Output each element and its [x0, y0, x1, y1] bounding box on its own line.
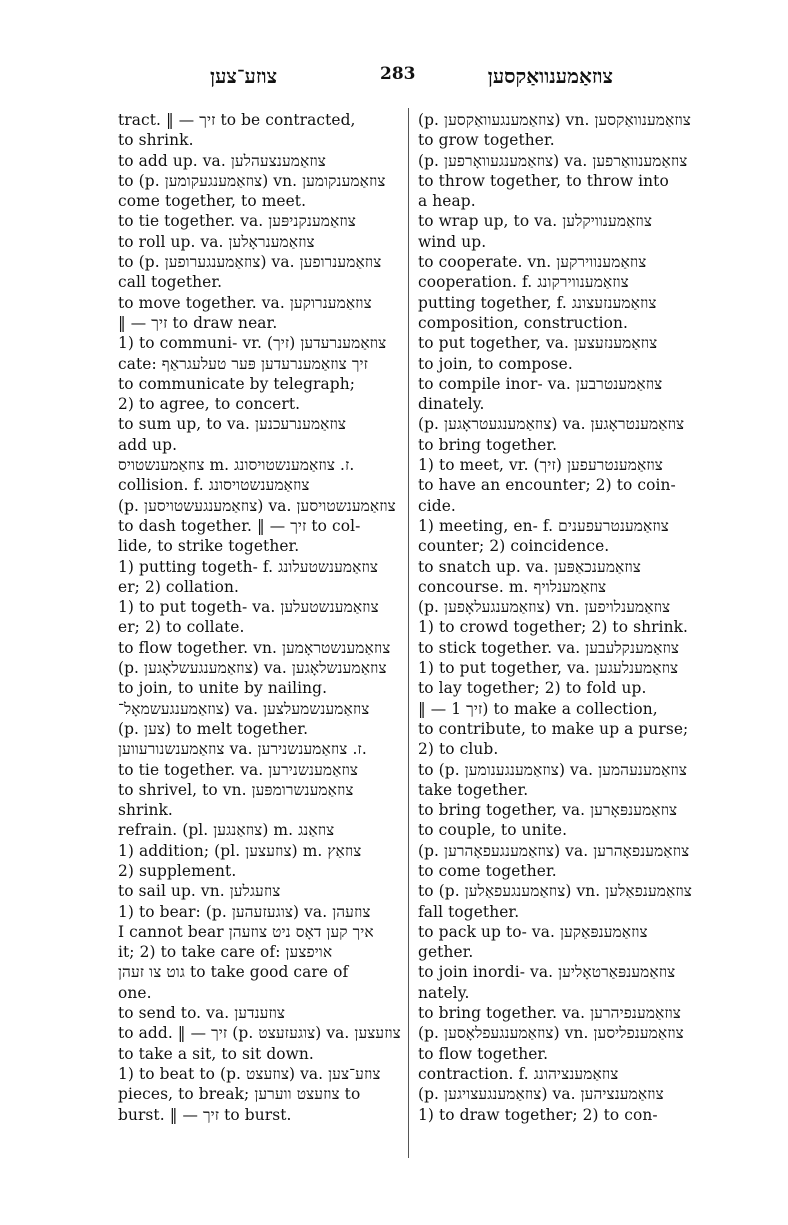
- dictionary-line: dinately.: [418, 395, 485, 414]
- dictionary-line: to (p. צוזאַמענגעקומען) vn. צוזאַמענקומען: [118, 171, 386, 190]
- dictionary-line: to bring together, va. צוזאַמענפּאָרען: [418, 801, 678, 820]
- dictionary-line: collision. f. צוזאַמענשטויסונג: [118, 476, 310, 495]
- page-number: 283: [380, 64, 416, 84]
- dictionary-line: 1) meeting, en- f. צוזאַמענטרעפענים: [418, 516, 669, 535]
- dictionary-line: (p. צוזאַמענגעצויגען) va. צוזאַמענציהען: [418, 1085, 664, 1104]
- dictionary-line: cooperation. f. צוזאַמענווירקונג: [418, 273, 629, 292]
- dictionary-line: shrink.: [118, 801, 173, 820]
- dictionary-line: to dash together. ‖ — זיך to col-: [118, 516, 361, 535]
- dictionary-line: burst. ‖ — זיך to burst.: [118, 1105, 292, 1124]
- dictionary-line: to stick together. va. צוזאַמענקלעבען: [418, 638, 680, 657]
- dictionary-line: ‖ — זיך to draw near.: [118, 313, 278, 332]
- dictionary-line: 2) supplement.: [118, 861, 237, 880]
- dictionary-line: to shrink.: [118, 131, 194, 150]
- dictionary-line: (p. צען) to melt together.: [118, 719, 309, 738]
- dictionary-line: to contribute, to make up a purse;: [418, 719, 689, 738]
- dictionary-line: 1) to draw together; 2) to con-: [418, 1105, 658, 1124]
- dictionary-line: to flow together.: [418, 1044, 549, 1063]
- dictionary-line: 1) to crowd together; 2) to shrink.: [418, 618, 688, 637]
- dictionary-line: to sum up, to va. צוזאַמענרעכנען: [118, 415, 347, 434]
- dictionary-line: to join, to unite by nailing.: [118, 679, 328, 698]
- dictionary-line: to add. ‖ — זיך (p. צוגעזעצט) va. צוזעצען: [118, 1024, 401, 1043]
- dictionary-line: 1) to communi- vr. (זיך) צוזאַמענרעדען: [118, 334, 387, 353]
- dictionary-line: to put together, va. צוזאַמענזעצען: [418, 334, 658, 353]
- dictionary-line: to (p. צוזאַמענגערופען) va. צוזאַמענרופען: [118, 253, 382, 272]
- dictionary-line: 1) to beat to (p. צוזעצט) va. צוזע־צען: [118, 1064, 381, 1083]
- dictionary-line: 1) addition; (pl. צוזעצען) m. צוזאַץ: [118, 841, 362, 860]
- dictionary-line: to sail up. vn. צוזעגלען: [118, 882, 281, 901]
- dictionary-line: nately.: [418, 983, 470, 1002]
- dictionary-line: to send to. va. צוזענדען: [118, 1004, 286, 1023]
- dictionary-line: to throw together, to throw into: [418, 171, 669, 190]
- dictionary-line: (p. צוזאַמענגעשטויסען) va. צוזאַמענשטויסען: [118, 496, 396, 515]
- dictionary-line: putting together, f. צוזאַמענזעצונג: [418, 293, 657, 312]
- dictionary-line: to have an encounter; 2) to coin-: [418, 476, 676, 495]
- dictionary-line: (p. צוזאַמענגעפאָהרען) va. צוזאַמענפאָהרען: [418, 841, 690, 860]
- dictionary-line: to pack up to- va. צוזאַמענפּאַקען: [418, 922, 648, 941]
- dictionary-line: to join inordi- va. צוזאַמענפּאַרטאָליען: [418, 963, 676, 982]
- dictionary-line: to communicate by telegraph;: [118, 374, 356, 393]
- dictionary-line: 2) to agree, to concert.: [118, 395, 301, 414]
- dictionary-line: refrain. (pl. צוזאַנגען) m. צוזאַנג: [118, 821, 335, 840]
- dictionary-line: (p. צוזאַמענגעלאָפען) vn. צוזאַמענלויפען: [418, 598, 671, 617]
- dictionary-line: er; 2) to collate.: [118, 618, 245, 637]
- left-headword: צוזע־צען: [210, 64, 278, 88]
- dictionary-line: 2) to club.: [418, 740, 499, 759]
- dictionary-line: to bring together. va. צוזאַמענפיהרען: [418, 1004, 681, 1023]
- dictionary-line: (p. צוזאַמענגעטראָגען) va. צוזאַמענטראָגען: [418, 415, 685, 434]
- dictionary-line: to flow together. vn. צוזאַמענשטראָמען: [118, 638, 391, 657]
- dictionary-line: lide, to strike together.: [118, 537, 300, 556]
- dictionary-line: (p. צוזאַמענגעפלאָסען) vn. צוזאַמענפליסען: [418, 1024, 684, 1043]
- dictionary-line: cate: זיך צוזאַמענרעדען פּער טעלעגראַף: [118, 354, 369, 373]
- dictionary-line: to come together.: [418, 861, 557, 880]
- dictionary-line: גוט צו זעהן to take good care of: [118, 963, 349, 982]
- dictionary-line: to wrap up, to va. צוזאַמענוויקלען: [418, 212, 652, 231]
- dictionary-line: 1) to meet, vr. (זיך) צוזאַמענטרעפען: [418, 456, 663, 475]
- dictionary-line: cide.: [418, 496, 456, 515]
- dictionary-line: 1) to put togeth- va. צוזאַמענשטעלען: [118, 598, 379, 617]
- left-column: [118, 110, 401, 1160]
- dictionary-line: counter; 2) coincidence.: [418, 537, 610, 556]
- dictionary-line: add up.: [118, 435, 178, 454]
- dictionary-line: to (p. צוזאַמענגענומען) va. צוזאַמענעהמען: [418, 760, 687, 779]
- dictionary-line: to lay together; 2) to fold up.: [418, 679, 647, 698]
- dictionary-line: to tie together. va. צוזאַמענשנירען: [118, 760, 359, 779]
- dictionary-line: צוזאַמענשטויס m. ז. צוזאַמענשטויסונג.: [118, 456, 355, 475]
- dictionary-line: 1) putting togeth- f. צוזאַמענשטעלונג: [118, 557, 379, 576]
- dictionary-line: tract. ‖ — זיך to be contracted,: [118, 111, 356, 129]
- dictionary-line: to snatch up. va. צוזאַמענכאַפּען: [418, 557, 641, 576]
- dictionary-line: צוזאַמענשנורעווען va. ז. צוזאַמענשנירען.: [118, 740, 367, 759]
- dictionary-line: contraction. f. צוזאַמענציהונג: [418, 1064, 619, 1083]
- dictionary-line: gether.: [418, 943, 474, 962]
- dictionary-line: to couple, to unite.: [418, 821, 568, 840]
- dictionary-line: to join, to compose.: [418, 354, 573, 373]
- dictionary-line: to move together. va. צוזאַמענרוקען: [118, 293, 372, 312]
- dictionary-line: to shrivel, to vn. צוזאַמענשרומפּען: [118, 780, 354, 799]
- dictionary-line: pieces, to break; צוזעצט ווערען to: [118, 1085, 361, 1104]
- dictionary-line: (p. צוזאַמענגעשלאָגען) va. צוזאַמענשלאָגען: [118, 659, 387, 678]
- dictionary-line: a heap.: [418, 192, 476, 211]
- dictionary-line: (p. צוזאַמענגעוואַקסען) vn. צוזאַמענוואַקסען: [418, 111, 691, 129]
- dictionary-line: it; 2) to take care of: אויפצען: [118, 943, 333, 962]
- dictionary-line: take together.: [418, 780, 529, 799]
- dictionary-line: 1) to put together, va. צוזאַמענלעגען: [418, 659, 679, 678]
- dictionary-line: to tie together. va. צוזאַמענקניפּען: [118, 212, 356, 231]
- dictionary-line: to take a sit, to sit down.: [118, 1044, 314, 1063]
- dictionary-line: to roll up. va. צוזאַמענראָלען: [118, 232, 315, 251]
- dictionary-line: to (p. צוזאַמענגעפאַלען) vn. צוזאַמענפאַלען: [418, 882, 692, 901]
- dictionary-line: come together, to meet.: [118, 192, 307, 211]
- dictionary-line: er; 2) collation.: [118, 577, 240, 596]
- dictionary-line: to bring together.: [418, 435, 558, 454]
- dictionary-line: צוזאַמענגעשמאָל־) va. צוזאַמענשמעלצען: [118, 699, 370, 718]
- dictionary-line: composition, construction.: [418, 313, 629, 332]
- dictionary-line: one.: [118, 983, 152, 1002]
- dictionary-line: fall together.: [418, 902, 520, 921]
- dictionary-line: 1) to bear: (p. צוגעזעהען) va. צוזעהן: [118, 902, 371, 921]
- dictionary-line: to add up. va. צוזאַמענצעהלען: [118, 151, 326, 170]
- dictionary-line: wind up.: [418, 232, 487, 251]
- dictionary-line: call together.: [118, 273, 223, 292]
- dictionary-line: I cannot bear איך קען דאָס ניט צוזעהן: [118, 922, 374, 941]
- dictionary-line: to cooperate. vn. צוזאַמענווירקען: [418, 253, 647, 272]
- dictionary-line: concourse. m. צוזאַמענלויף: [418, 577, 607, 596]
- right-column: [418, 110, 696, 1160]
- column-divider: [408, 108, 409, 1158]
- page-header: [118, 64, 671, 94]
- right-headword: צוזאַמענוואַקסען: [487, 64, 613, 88]
- dictionary-line: to grow together.: [418, 131, 555, 150]
- dictionary-line: ‖ — זיך 1) to make a collection,: [418, 699, 658, 718]
- dictionary-line: (p. צוזאַמענגעוואָרפען) va. צוזאַמענוואַרפען: [418, 151, 688, 170]
- dictionary-line: to compile inor- va. צוזאַמענטרבען: [418, 374, 663, 393]
